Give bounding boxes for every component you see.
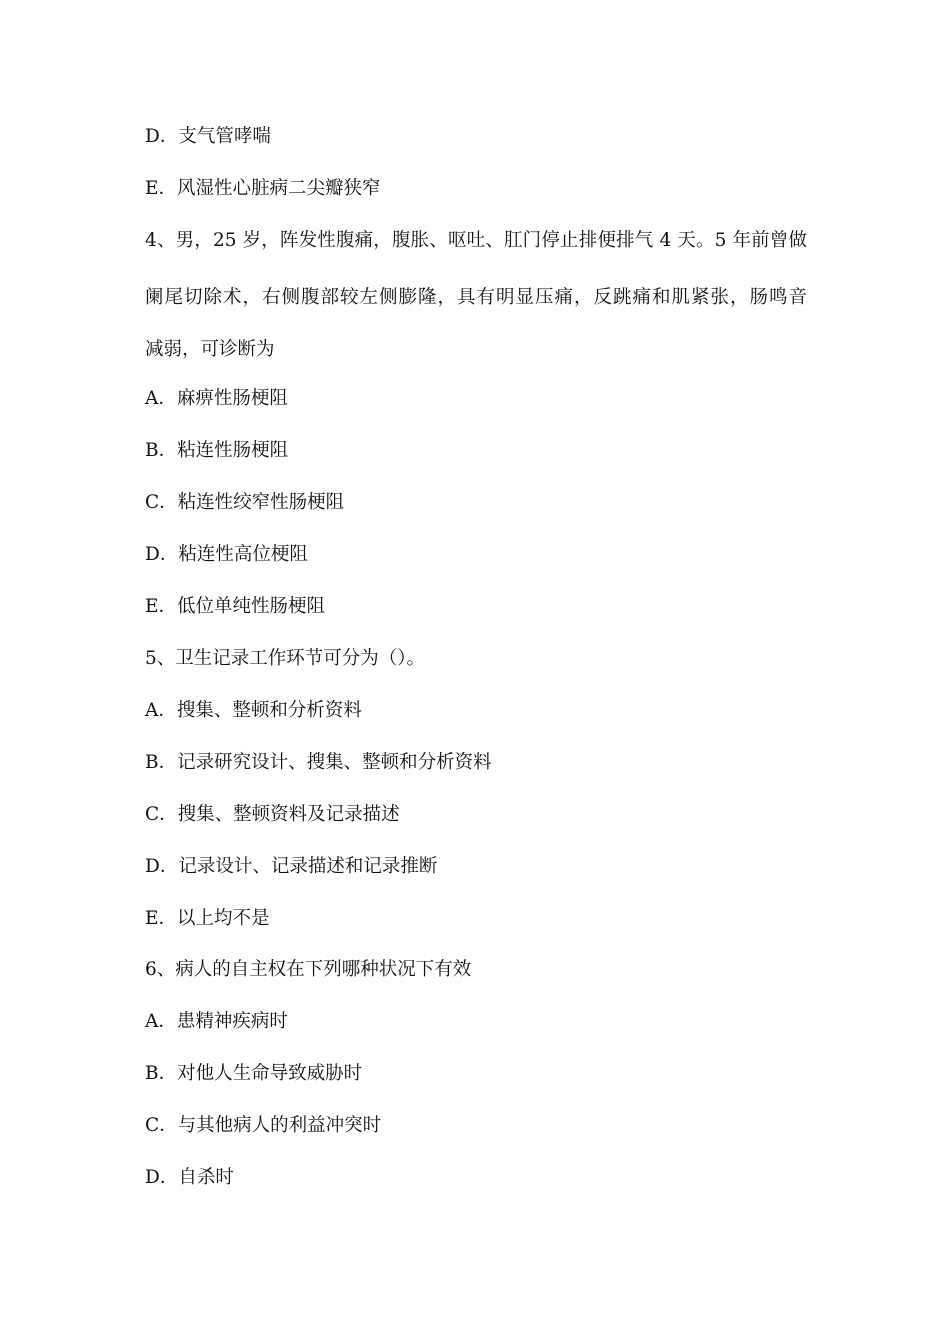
option-e-q5: E．以上均不是 <box>145 908 270 929</box>
option-b-q4: B．粘连性肠梗阻 <box>145 440 289 461</box>
option-c-q4: C．粘连性绞窄性肠梗阻 <box>145 492 345 513</box>
question-5: 5、卫生记录工作环节可分为（）。 <box>145 648 426 669</box>
option-d-q4: D．粘连性高位梗阻 <box>145 544 308 565</box>
question-4-line-2: 阑尾切除术，右侧腹部较左侧膨隆，具有明显压痛，反跳痛和肌紧张，肠鸣音 <box>145 287 807 308</box>
question-6: 6、病人的自主权在下列哪种状况下有效 <box>145 959 472 980</box>
option-d-q5: D．记录设计、记录描述和记录推断 <box>145 856 438 877</box>
question-4-line-1: 4、男，25 岁，阵发性腹痛，腹胀、呕吐、肛门停止排便排气 4 天。5 年前曾做 <box>145 230 807 251</box>
option-a-q6: A．患精神疾病时 <box>145 1011 288 1032</box>
option-a-q5: A．搜集、整顿和分析资料 <box>145 700 362 721</box>
option-e-q4: E．低位单纯性肠梗阻 <box>145 596 326 617</box>
option-a-q4: A．麻痹性肠梗阻 <box>145 388 288 409</box>
option-b-q5: B．记录研究设计、搜集、整顿和分析资料 <box>145 752 492 773</box>
option-d-q3: D．支气管哮喘 <box>145 126 271 147</box>
option-c-q6: C．与其他病人的利益冲突时 <box>145 1115 382 1136</box>
option-c-q5: C．搜集、整顿资料及记录描述 <box>145 804 400 825</box>
option-e-q3: E．风湿性心脏病二尖瓣狭窄 <box>145 178 381 199</box>
option-b-q6: B．对他人生命导致威胁时 <box>145 1063 363 1084</box>
question-4-line-3: 减弱，可诊断为 <box>145 339 275 360</box>
option-d-q6: D．自杀时 <box>145 1167 234 1188</box>
